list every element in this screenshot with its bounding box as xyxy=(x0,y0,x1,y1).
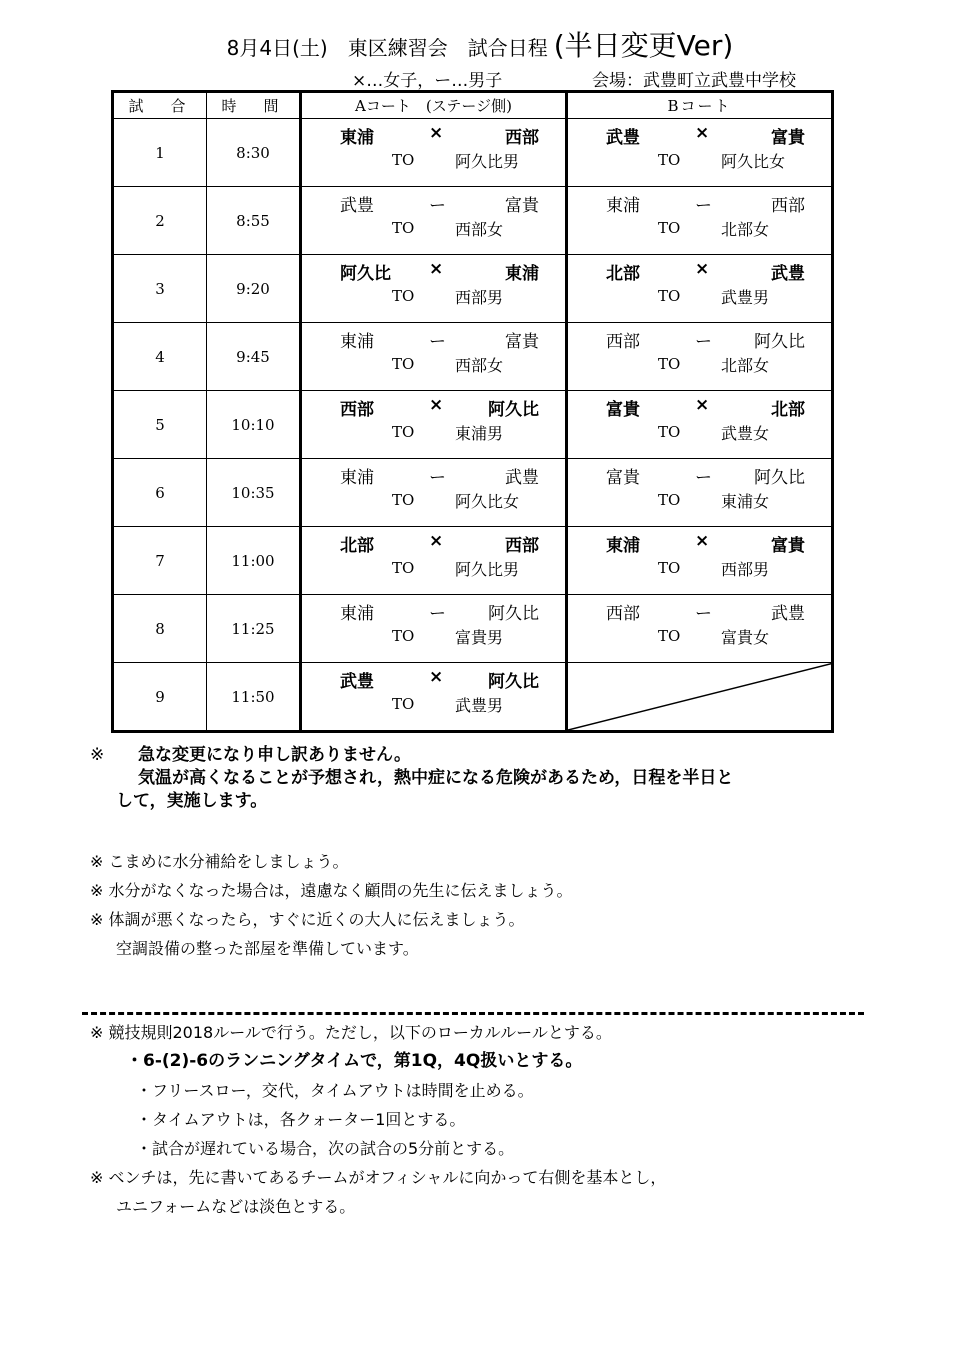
court-a-match xyxy=(301,459,567,527)
table-official-team: 西部女 xyxy=(455,220,504,239)
notice-line: 急な変更になり申し訳ありません。 xyxy=(138,745,412,765)
game-number: 2 xyxy=(113,187,207,255)
table-row xyxy=(113,323,833,391)
match-type-symbol: ー xyxy=(429,604,446,624)
court-b-match xyxy=(567,459,833,527)
schedule-table xyxy=(111,90,834,733)
team-home: 武豊 xyxy=(340,672,374,692)
table-row xyxy=(113,663,833,732)
team-away: 西部 xyxy=(505,536,539,556)
table-official-team: 武豊男 xyxy=(455,696,504,715)
rule-item: ・試合が遅れている場合，次の試合の5分前とする。 xyxy=(136,1139,515,1158)
game-time: 9:20 xyxy=(207,255,301,323)
table-official-team: 北部女 xyxy=(721,220,770,239)
table-official-team: 阿久比女 xyxy=(455,492,520,511)
header-court-a: Aコート (ステージ側) xyxy=(301,92,567,119)
team-home: 東浦 xyxy=(606,196,640,216)
game-number: 7 xyxy=(113,527,207,595)
court-a-match xyxy=(301,595,567,663)
to-label: TO xyxy=(658,627,681,645)
team-away: 阿久比 xyxy=(488,400,539,420)
game-time: 10:10 xyxy=(207,391,301,459)
rules-intro: ※ 競技規則2018ルールで行う。ただし，以下のローカルルールとする。 xyxy=(90,1023,612,1042)
team-away: 富貴 xyxy=(771,128,805,148)
to-label: TO xyxy=(658,423,681,441)
team-away: 阿久比 xyxy=(754,332,805,352)
table-official-team: 富貴女 xyxy=(721,628,770,647)
notice-line: 気温が高くなることが予想され，熱中症になる危険があるため，日程を半日と xyxy=(138,768,734,788)
to-label: TO xyxy=(392,287,415,305)
notice-mark: ※ xyxy=(90,745,105,765)
game-time: 8:55 xyxy=(207,187,301,255)
team-home: 西部 xyxy=(606,604,640,624)
table-row xyxy=(113,595,833,663)
game-time: 8:30 xyxy=(207,119,301,187)
game-number: 6 xyxy=(113,459,207,527)
to-label: TO xyxy=(392,355,415,373)
health-tips xyxy=(90,847,573,963)
to-label: TO xyxy=(392,491,415,509)
team-home: 西部 xyxy=(606,332,640,352)
table-official-team: 西部女 xyxy=(455,356,504,375)
team-home: 富貴 xyxy=(606,400,640,420)
tip-item: ※ 体調が悪くなったら，すぐに近くの大人に伝えましょう。 xyxy=(90,910,525,929)
to-label: TO xyxy=(658,219,681,237)
rules-section xyxy=(90,1018,666,1221)
game-number: 3 xyxy=(113,255,207,323)
to-label: TO xyxy=(658,491,681,509)
to-label: TO xyxy=(658,151,681,169)
game-time: 11:00 xyxy=(207,527,301,595)
match-type-symbol: × xyxy=(429,395,444,415)
match-type-symbol: × xyxy=(695,531,710,551)
rule-item: ・フリースロー，交代，タイムアウトは時間を止める。 xyxy=(136,1081,534,1100)
team-away: 阿久比 xyxy=(488,604,539,624)
team-home: 東浦 xyxy=(340,468,374,488)
team-home: 富貴 xyxy=(606,468,640,488)
game-time: 10:35 xyxy=(207,459,301,527)
bench-rule: ユニフォームなどは淡色とする。 xyxy=(116,1197,356,1216)
game-number: 9 xyxy=(113,663,207,732)
table-official-team: 北部女 xyxy=(721,356,770,375)
page-title xyxy=(0,24,960,64)
team-home: 東浦 xyxy=(340,128,374,148)
to-label: TO xyxy=(392,219,415,237)
team-home: 武豊 xyxy=(606,128,640,148)
table-official-team: 武豊女 xyxy=(721,424,770,443)
court-b-match xyxy=(567,255,833,323)
court-b-match xyxy=(567,527,833,595)
match-type-symbol: ー xyxy=(695,604,712,624)
table-official-team: 阿久比男 xyxy=(455,560,520,579)
court-b-match xyxy=(567,595,833,663)
table-official-team: 東浦女 xyxy=(721,492,770,511)
tip-item: 空調設備の整った部屋を準備しています。 xyxy=(116,939,419,958)
game-number: 5 xyxy=(113,391,207,459)
header-time: 時 間 xyxy=(207,92,301,119)
game-time: 11:50 xyxy=(207,663,301,732)
table-official-team: 東浦男 xyxy=(455,424,504,443)
table-row xyxy=(113,119,833,187)
team-away: 富貴 xyxy=(771,536,805,556)
table-official-team: 西部男 xyxy=(455,288,504,307)
to-label: TO xyxy=(392,151,415,169)
team-home: 東浦 xyxy=(606,536,640,556)
match-type-symbol: × xyxy=(429,259,444,279)
team-away: 阿久比 xyxy=(488,672,539,692)
match-type-symbol: × xyxy=(695,259,710,279)
tip-item: ※ こまめに水分補給をしましょう。 xyxy=(90,852,349,871)
court-b-match xyxy=(567,187,833,255)
dashed-divider xyxy=(82,1012,864,1015)
empty-slot-diagonal xyxy=(568,663,834,730)
table-official-team: 西部男 xyxy=(721,560,770,579)
tip-item: ※ 水分がなくなった場合は，遠慮なく顧問の先生に伝えましょう。 xyxy=(90,881,573,900)
rule-item: ・タイムアウトは，各クォーター1回とする。 xyxy=(136,1110,466,1129)
venue: 会場：武豊町立武豊中学校 xyxy=(592,71,796,91)
to-label: TO xyxy=(658,355,681,373)
team-away: 東浦 xyxy=(505,264,539,284)
court-a-match xyxy=(301,663,567,732)
match-type-symbol: ー xyxy=(695,332,712,352)
team-away: 富貴 xyxy=(505,196,539,216)
match-type-symbol: × xyxy=(429,123,444,143)
team-home: 東浦 xyxy=(340,604,374,624)
match-type-symbol: × xyxy=(429,667,444,687)
team-away: 北部 xyxy=(771,400,805,420)
table-row xyxy=(113,391,833,459)
table-official-team: 富貴男 xyxy=(455,628,504,647)
match-type-symbol: ー xyxy=(695,196,712,216)
game-number: 1 xyxy=(113,119,207,187)
court-a-match xyxy=(301,323,567,391)
team-away: 阿久比 xyxy=(754,468,805,488)
to-label: TO xyxy=(392,695,415,713)
match-type-symbol: × xyxy=(429,531,444,551)
bench-rule: ※ ベンチは，先に書いてあるチームがオフィシャルに向かって右側を基本とし， xyxy=(90,1168,667,1187)
game-number: 4 xyxy=(113,323,207,391)
to-label: TO xyxy=(392,559,415,577)
table-official-team: 阿久比女 xyxy=(721,152,786,171)
team-home: 武豊 xyxy=(340,196,374,216)
team-home: 北部 xyxy=(340,536,374,556)
table-row xyxy=(113,255,833,323)
team-away: 富貴 xyxy=(505,332,539,352)
title-main: 8月4日(土) 東区練習会 試合日程 xyxy=(226,36,548,60)
to-label: TO xyxy=(392,423,415,441)
legend: ×…女子，ー…男子 xyxy=(352,71,503,91)
game-time: 11:25 xyxy=(207,595,301,663)
court-a-match xyxy=(301,391,567,459)
table-official-team: 阿久比男 xyxy=(455,152,520,171)
team-home: 東浦 xyxy=(340,332,374,352)
team-away: 西部 xyxy=(505,128,539,148)
team-away: 西部 xyxy=(771,196,805,216)
to-label: TO xyxy=(392,627,415,645)
court-a-match xyxy=(301,119,567,187)
team-home: 北部 xyxy=(606,264,640,284)
court-b-match xyxy=(567,391,833,459)
court-a-match xyxy=(301,187,567,255)
court-b-match xyxy=(567,119,833,187)
table-row xyxy=(113,459,833,527)
to-label: TO xyxy=(658,287,681,305)
team-home: 西部 xyxy=(340,400,374,420)
header-court-b: Bコート xyxy=(567,92,833,119)
match-type-symbol: ー xyxy=(429,332,446,352)
team-away: 武豊 xyxy=(771,264,805,284)
notice-line: して，実施します。 xyxy=(116,791,268,811)
to-label: TO xyxy=(658,559,681,577)
table-header-row xyxy=(113,92,833,119)
match-type-symbol: ー xyxy=(695,468,712,488)
match-type-symbol: ー xyxy=(429,468,446,488)
team-home: 阿久比 xyxy=(340,264,391,284)
game-number: 8 xyxy=(113,595,207,663)
court-a-match xyxy=(301,255,567,323)
title-version: (半日変更Ver) xyxy=(553,29,734,62)
table-row xyxy=(113,527,833,595)
table-row xyxy=(113,187,833,255)
court-a-match xyxy=(301,527,567,595)
local-rule: ・6-(2)-6のランニングタイムで，第1Q，4Q扱いとする。 xyxy=(126,1051,583,1071)
match-type-symbol: × xyxy=(695,395,710,415)
match-type-symbol: × xyxy=(695,123,710,143)
court-b-match xyxy=(567,323,833,391)
table-official-team: 武豊男 xyxy=(721,288,770,307)
team-away: 武豊 xyxy=(771,604,805,624)
team-away: 武豊 xyxy=(505,468,539,488)
game-time: 9:45 xyxy=(207,323,301,391)
match-type-symbol: ー xyxy=(429,196,446,216)
court-b-match xyxy=(567,663,833,732)
header-game: 試 合 xyxy=(113,92,207,119)
